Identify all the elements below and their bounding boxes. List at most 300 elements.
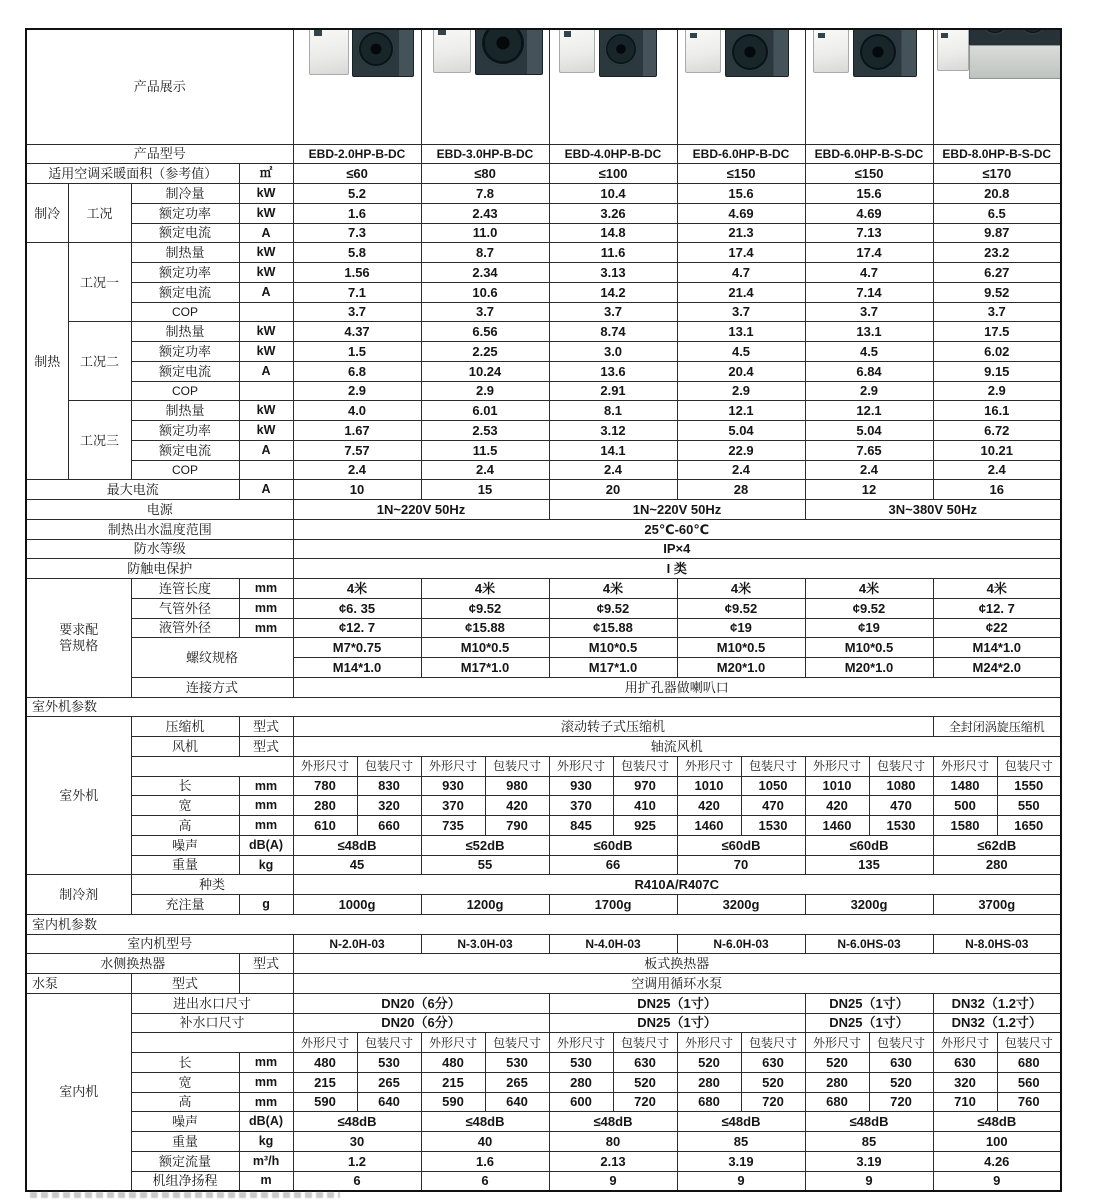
value-cell: M14*1.0 xyxy=(293,658,421,678)
value-cell: ¢12. 7 xyxy=(933,598,1061,618)
model-cell: EBD-3.0HP-B-DC xyxy=(421,144,549,164)
value-cell: ¢12. 7 xyxy=(293,618,421,638)
power-row xyxy=(26,500,1061,520)
value-cell: 135 xyxy=(805,855,933,875)
value-cell: 20.4 xyxy=(677,361,805,381)
value-cell: 28 xyxy=(677,480,805,500)
unit-base-image xyxy=(969,45,1061,79)
row-label: 机组净扬程 xyxy=(131,1171,239,1191)
row-label: 室内机型号 xyxy=(26,934,293,954)
value-cell: 11.0 xyxy=(421,223,549,243)
value-cell: 680 xyxy=(805,1092,869,1112)
value-cell: 2.9 xyxy=(677,381,805,401)
value-cell: 11.5 xyxy=(421,440,549,460)
empty-cell xyxy=(131,756,293,776)
value-cell: 3.7 xyxy=(549,302,677,322)
unit-cell: kg xyxy=(239,855,293,875)
value-cell: 13.1 xyxy=(805,322,933,342)
value-cell: 1N~220V 50Hz xyxy=(549,500,805,520)
value-cell: 4米 xyxy=(805,579,933,599)
value-cell: 280 xyxy=(293,796,357,816)
value-cell: ¢15.88 xyxy=(421,618,549,638)
condition-label: 工况 xyxy=(68,184,131,243)
value-cell: M10*0.5 xyxy=(805,638,933,658)
value-cell: ¢19 xyxy=(677,618,805,638)
value-cell: 4.37 xyxy=(293,322,421,342)
unit-cell: kW xyxy=(239,203,293,223)
value-cell: 板式换热器 xyxy=(293,954,1061,974)
value-cell: 500 xyxy=(933,796,997,816)
piping-row-1 xyxy=(26,579,1061,599)
value-cell: DN20（6分） xyxy=(293,1013,549,1033)
outdoor-section-row xyxy=(26,697,1061,717)
value-cell: 370 xyxy=(421,796,485,816)
row-label: 水泵 xyxy=(26,974,131,994)
unit-cell: A xyxy=(239,440,293,460)
model-cell: EBD-6.0HP-B-DC xyxy=(677,144,805,164)
value-cell: 25℃-60℃ xyxy=(293,519,1061,539)
value-cell: ≤62dB xyxy=(933,835,1061,855)
value-cell: 2.9 xyxy=(293,381,421,401)
product-image-6 xyxy=(933,29,1061,144)
value-cell: 30 xyxy=(293,1132,421,1152)
value-cell: 8.7 xyxy=(421,243,549,263)
row-label: 制热出水温度范围 xyxy=(26,519,293,539)
connection-row xyxy=(26,677,1061,697)
value-cell: M20*1.0 xyxy=(677,658,805,678)
value-cell: ¢6. 35 xyxy=(293,598,421,618)
value-cell: 470 xyxy=(869,796,933,816)
model-cell: N-8.0HS-03 xyxy=(933,934,1061,954)
piping-row-3 xyxy=(26,618,1061,638)
refrigerant-charge-row xyxy=(26,895,1061,915)
water-temp-row xyxy=(26,519,1061,539)
value-cell: 10 xyxy=(293,480,421,500)
dim-header: 包装尺寸 xyxy=(741,1033,805,1053)
value-cell: 5.04 xyxy=(677,421,805,441)
indoor-height-row xyxy=(26,1092,1061,1112)
value-cell: 3.7 xyxy=(677,302,805,322)
head-row xyxy=(26,1171,1061,1191)
unit-cell: kW xyxy=(239,184,293,204)
value-cell: 40 xyxy=(421,1132,549,1152)
value-cell: 710 xyxy=(933,1092,997,1112)
heating-g2-row-1 xyxy=(26,322,1061,342)
value-cell: 8.74 xyxy=(549,322,677,342)
dim-header: 外形尺寸 xyxy=(933,1033,997,1053)
dim-header: 包装尺寸 xyxy=(997,1033,1061,1053)
outdoor-unit-image xyxy=(599,29,657,77)
dim-header: 外形尺寸 xyxy=(677,1033,741,1053)
value-cell: 2.4 xyxy=(677,460,805,480)
value-cell: 590 xyxy=(293,1092,357,1112)
value-cell: DN25（1寸） xyxy=(805,993,933,1013)
value-cell: 轴流风机 xyxy=(293,737,1061,757)
value-cell: 6.02 xyxy=(933,342,1061,362)
value-cell: 3.26 xyxy=(549,203,677,223)
row-label: 额定功率 xyxy=(131,342,239,362)
dim-header: 外形尺寸 xyxy=(549,756,613,776)
value-cell: 590 xyxy=(421,1092,485,1112)
type-label: 型式 xyxy=(239,717,293,737)
value-cell: 14.8 xyxy=(549,223,677,243)
dim-header: 外形尺寸 xyxy=(677,756,741,776)
value-cell: DN25（1寸） xyxy=(549,993,805,1013)
value-cell: 1650 xyxy=(997,816,1061,836)
value-cell: 2.53 xyxy=(421,421,549,441)
fan-icon xyxy=(858,32,898,72)
value-cell: 845 xyxy=(549,816,613,836)
indoor-unit-image xyxy=(559,29,595,73)
value-cell: 6.8 xyxy=(293,361,421,381)
dim-header: 包装尺寸 xyxy=(613,1033,677,1053)
unit-cell: mm xyxy=(239,776,293,796)
row-label: 长 xyxy=(131,776,239,796)
product-image-3 xyxy=(549,29,677,144)
value-cell: ¢19 xyxy=(805,618,933,638)
value-cell: 3200g xyxy=(677,895,805,915)
value-cell: ≤150 xyxy=(677,164,805,184)
value-cell: ≤48dB xyxy=(933,1112,1061,1132)
value-cell: DN32（1.2寸） xyxy=(933,1013,1061,1033)
value-cell: 280 xyxy=(933,855,1061,875)
value-cell: 2.4 xyxy=(549,460,677,480)
value-cell: 550 xyxy=(997,796,1061,816)
value-cell: 1550 xyxy=(997,776,1061,796)
value-cell: 790 xyxy=(485,816,549,836)
value-cell: 3.7 xyxy=(805,302,933,322)
value-cell: ≤48dB xyxy=(293,1112,421,1132)
value-cell: IP×4 xyxy=(293,539,1061,559)
row-label: COP xyxy=(131,381,239,401)
unit-cell: m xyxy=(239,1171,293,1191)
outdoor-length-row xyxy=(26,776,1061,796)
model-cell: N-6.0HS-03 xyxy=(805,934,933,954)
indoor-section-row xyxy=(26,914,1061,934)
value-cell: 3.7 xyxy=(421,302,549,322)
dim-header: 外形尺寸 xyxy=(293,1033,357,1053)
value-cell: 520 xyxy=(741,1072,805,1092)
value-cell: ≤48dB xyxy=(549,1112,677,1132)
row-label: 重量 xyxy=(131,1132,239,1152)
row-label: 最大电流 xyxy=(26,480,239,500)
value-cell: 6.5 xyxy=(933,203,1061,223)
value-cell: ≤80 xyxy=(421,164,549,184)
unit-cell: dB(A) xyxy=(239,1112,293,1132)
unit-cell: mm xyxy=(239,618,293,638)
dim-header: 外形尺寸 xyxy=(549,1033,613,1053)
row-label: 补水口尺寸 xyxy=(131,1013,293,1033)
row-label: 制热量 xyxy=(131,401,239,421)
value-cell: 970 xyxy=(613,776,677,796)
dim-header: 外形尺寸 xyxy=(805,1033,869,1053)
value-cell: ≤150 xyxy=(805,164,933,184)
value-cell: ¢22 xyxy=(933,618,1061,638)
row-label: 连接方式 xyxy=(131,677,293,697)
row-label: 制热量 xyxy=(131,322,239,342)
unit-cell: mm xyxy=(239,796,293,816)
value-cell: I 类 xyxy=(293,559,1061,579)
fan-icon xyxy=(980,29,1010,35)
value-cell: 265 xyxy=(357,1072,421,1092)
model-cell: N-3.0H-03 xyxy=(421,934,549,954)
value-cell: 20 xyxy=(549,480,677,500)
unit-cell: mm xyxy=(239,1092,293,1112)
dim-header: 包装尺寸 xyxy=(997,756,1061,776)
indoor-unit-image xyxy=(433,29,471,73)
indoor-unit-image xyxy=(937,29,969,71)
value-cell: ¢9.52 xyxy=(677,598,805,618)
indoor-model-row xyxy=(26,934,1061,954)
fan-row xyxy=(26,737,1061,757)
indoor-weight-row xyxy=(26,1132,1061,1152)
value-cell: 925 xyxy=(613,816,677,836)
value-cell: 930 xyxy=(549,776,613,796)
row-label: 连管长度 xyxy=(131,579,239,599)
value-cell: 10.24 xyxy=(421,361,549,381)
row-label: 长 xyxy=(131,1053,239,1073)
fan-icon xyxy=(480,29,526,66)
value-cell: 3700g xyxy=(933,895,1061,915)
value-cell: 1580 xyxy=(933,816,997,836)
row-label: 适用空调采暖面积（参考值） xyxy=(26,164,239,184)
row-label: 额定电流 xyxy=(131,282,239,302)
value-cell: 10.21 xyxy=(933,440,1061,460)
outdoor-noise-row xyxy=(26,835,1061,855)
indoor-width-row xyxy=(26,1072,1061,1092)
outdoor-unit-image xyxy=(352,29,414,77)
value-cell: 16 xyxy=(933,480,1061,500)
outdoor-unit-image xyxy=(475,29,543,75)
value-cell: 9 xyxy=(805,1171,933,1191)
value-cell: 85 xyxy=(805,1132,933,1152)
value-cell: 9.87 xyxy=(933,223,1061,243)
value-cell: 320 xyxy=(357,796,421,816)
value-cell: 6.72 xyxy=(933,421,1061,441)
heating-g3-row-3 xyxy=(26,440,1061,460)
empty-cell xyxy=(239,974,293,994)
row-label: 液管外径 xyxy=(131,618,239,638)
outdoor-dim-header-row xyxy=(26,756,1061,776)
indoor-unit-image xyxy=(309,29,349,75)
value-cell: 1200g xyxy=(421,895,549,915)
fan-icon xyxy=(1018,29,1048,35)
value-cell: 720 xyxy=(741,1092,805,1112)
dim-header: 包装尺寸 xyxy=(869,1033,933,1053)
value-cell: M17*1.0 xyxy=(421,658,549,678)
unit-cell: mm xyxy=(239,579,293,599)
unit-cell: A xyxy=(239,282,293,302)
product-display-row xyxy=(26,29,1061,144)
value-cell: 2.9 xyxy=(421,381,549,401)
fan-icon xyxy=(357,30,395,68)
value-cell: 720 xyxy=(613,1092,677,1112)
value-cell: 13.6 xyxy=(549,361,677,381)
unit-cell: mm xyxy=(239,1053,293,1073)
value-cell: 280 xyxy=(805,1072,869,1092)
thread-row-1 xyxy=(26,638,1061,658)
unit-cell: mm xyxy=(239,1072,293,1092)
section-title-indoor: 室内机参数 xyxy=(26,914,1061,934)
value-cell: M10*0.5 xyxy=(677,638,805,658)
value-cell: ≤48dB xyxy=(421,1112,549,1132)
unit-cell xyxy=(239,460,293,480)
value-cell: M10*0.5 xyxy=(549,638,677,658)
value-cell: 1460 xyxy=(805,816,869,836)
value-cell: 1460 xyxy=(677,816,741,836)
row-label: 防水等级 xyxy=(26,539,293,559)
outdoor-weight-row xyxy=(26,855,1061,875)
value-cell: 15.6 xyxy=(805,184,933,204)
unit-cell: kg xyxy=(239,1132,293,1152)
value-cell: 780 xyxy=(293,776,357,796)
value-cell: 3.13 xyxy=(549,263,677,283)
value-cell: 1480 xyxy=(933,776,997,796)
heating-g2-row-2 xyxy=(26,342,1061,362)
condition-label: 工况三 xyxy=(68,401,131,480)
row-label: 额定功率 xyxy=(131,263,239,283)
spec-table xyxy=(25,28,1062,1192)
value-cell: 1.2 xyxy=(293,1151,421,1171)
shock-protection-row xyxy=(26,559,1061,579)
unit-cell: kW xyxy=(239,401,293,421)
value-cell: 680 xyxy=(677,1092,741,1112)
unit-cell: dB(A) xyxy=(239,835,293,855)
value-cell: 2.13 xyxy=(549,1151,677,1171)
value-cell: 7.13 xyxy=(805,223,933,243)
area-row xyxy=(26,164,1061,184)
cooling-row-2 xyxy=(26,203,1061,223)
cooling-row-1 xyxy=(26,184,1061,204)
row-label: 电源 xyxy=(26,500,293,520)
dim-header: 外形尺寸 xyxy=(421,1033,485,1053)
value-cell: 520 xyxy=(805,1053,869,1073)
model-cell: EBD-2.0HP-B-DC xyxy=(293,144,421,164)
value-cell: ¢9.52 xyxy=(549,598,677,618)
value-cell: 530 xyxy=(485,1053,549,1073)
value-cell: DN20（6分） xyxy=(293,993,549,1013)
dim-header: 外形尺寸 xyxy=(421,756,485,776)
unit-cell: mm xyxy=(239,598,293,618)
product-display-label: 产品展示 xyxy=(26,29,293,144)
value-cell: 600 xyxy=(549,1092,613,1112)
outdoor-unit-label: 室外机 xyxy=(26,717,131,875)
value-cell: 5.8 xyxy=(293,243,421,263)
dim-header: 外形尺寸 xyxy=(293,756,357,776)
heating-g3-row-1 xyxy=(26,401,1061,421)
value-cell: 7.65 xyxy=(805,440,933,460)
row-label-thread: 螺纹规格 xyxy=(131,638,293,678)
row-label: 额定电流 xyxy=(131,361,239,381)
row-label: 高 xyxy=(131,816,239,836)
value-cell: 15.6 xyxy=(677,184,805,204)
indoor-unit-image xyxy=(685,29,721,73)
value-cell: 370 xyxy=(549,796,613,816)
value-cell: 520 xyxy=(613,1072,677,1092)
row-label: 制冷量 xyxy=(131,184,239,204)
value-cell: 13.1 xyxy=(677,322,805,342)
refrigerant-label: 制冷剂 xyxy=(26,875,131,915)
value-cell: 1000g xyxy=(293,895,421,915)
value-cell: 630 xyxy=(741,1053,805,1073)
value-cell: 470 xyxy=(741,796,805,816)
row-label: 额定流量 xyxy=(131,1151,239,1171)
row-label: 宽 xyxy=(131,796,239,816)
unit-cell: kW xyxy=(239,342,293,362)
value-cell: 830 xyxy=(357,776,421,796)
value-cell: M10*0.5 xyxy=(421,638,549,658)
value-cell: 1.56 xyxy=(293,263,421,283)
row-label: 制热量 xyxy=(131,243,239,263)
value-cell: 10.6 xyxy=(421,282,549,302)
row-label: 噪声 xyxy=(131,1112,239,1132)
model-cell: EBD-8.0HP-B-S-DC xyxy=(933,144,1061,164)
outdoor-height-row xyxy=(26,816,1061,836)
dim-header: 包装尺寸 xyxy=(485,1033,549,1053)
value-cell: 7.14 xyxy=(805,282,933,302)
value-cell: 660 xyxy=(357,816,421,836)
value-cell: 530 xyxy=(357,1053,421,1073)
unit-cell: m³/h xyxy=(239,1151,293,1171)
value-cell: M24*2.0 xyxy=(933,658,1061,678)
pump-row xyxy=(26,974,1061,994)
piping-row-2 xyxy=(26,598,1061,618)
value-cell: 5.2 xyxy=(293,184,421,204)
type-label: 型式 xyxy=(239,954,293,974)
value-cell: 2.43 xyxy=(421,203,549,223)
value-cell: 7.57 xyxy=(293,440,421,460)
value-cell: 9.52 xyxy=(933,282,1061,302)
value-cell: 640 xyxy=(485,1092,549,1112)
value-cell: 2.4 xyxy=(933,460,1061,480)
value-cell: 735 xyxy=(421,816,485,836)
value-cell: ≤60 xyxy=(293,164,421,184)
value-cell: 560 xyxy=(997,1072,1061,1092)
value-cell: 6.56 xyxy=(421,322,549,342)
model-cell: N-4.0H-03 xyxy=(549,934,677,954)
value-cell: 520 xyxy=(869,1072,933,1092)
value-cell: 3.0 xyxy=(549,342,677,362)
value-cell: 3.7 xyxy=(293,302,421,322)
unit-cell: kW xyxy=(239,421,293,441)
value-cell: 2.4 xyxy=(293,460,421,480)
value-cell: 1530 xyxy=(741,816,805,836)
value-cell: DN32（1.2寸） xyxy=(933,993,1061,1013)
unit-cell xyxy=(239,381,293,401)
value-cell: 17.4 xyxy=(677,243,805,263)
value-cell: R410A/R407C xyxy=(293,875,1061,895)
unit-cell: kW xyxy=(239,263,293,283)
value-cell: 6 xyxy=(293,1171,421,1191)
value-cell: 215 xyxy=(421,1072,485,1092)
value-cell: 280 xyxy=(677,1072,741,1092)
inlet-row xyxy=(26,993,1061,1013)
value-cell: 7.1 xyxy=(293,282,421,302)
value-cell: 630 xyxy=(933,1053,997,1073)
value-cell: 1530 xyxy=(869,816,933,836)
value-cell: 23.2 xyxy=(933,243,1061,263)
value-cell: 265 xyxy=(485,1072,549,1092)
value-cell: 3.12 xyxy=(549,421,677,441)
row-label: 重量 xyxy=(131,855,239,875)
value-cell: 720 xyxy=(869,1092,933,1112)
heating-g3-row-2 xyxy=(26,421,1061,441)
value-cell: 20.8 xyxy=(933,184,1061,204)
value-cell: 4.26 xyxy=(933,1151,1061,1171)
outdoor-unit-image xyxy=(725,29,789,77)
row-label: COP xyxy=(131,460,239,480)
value-cell: 4.7 xyxy=(805,263,933,283)
